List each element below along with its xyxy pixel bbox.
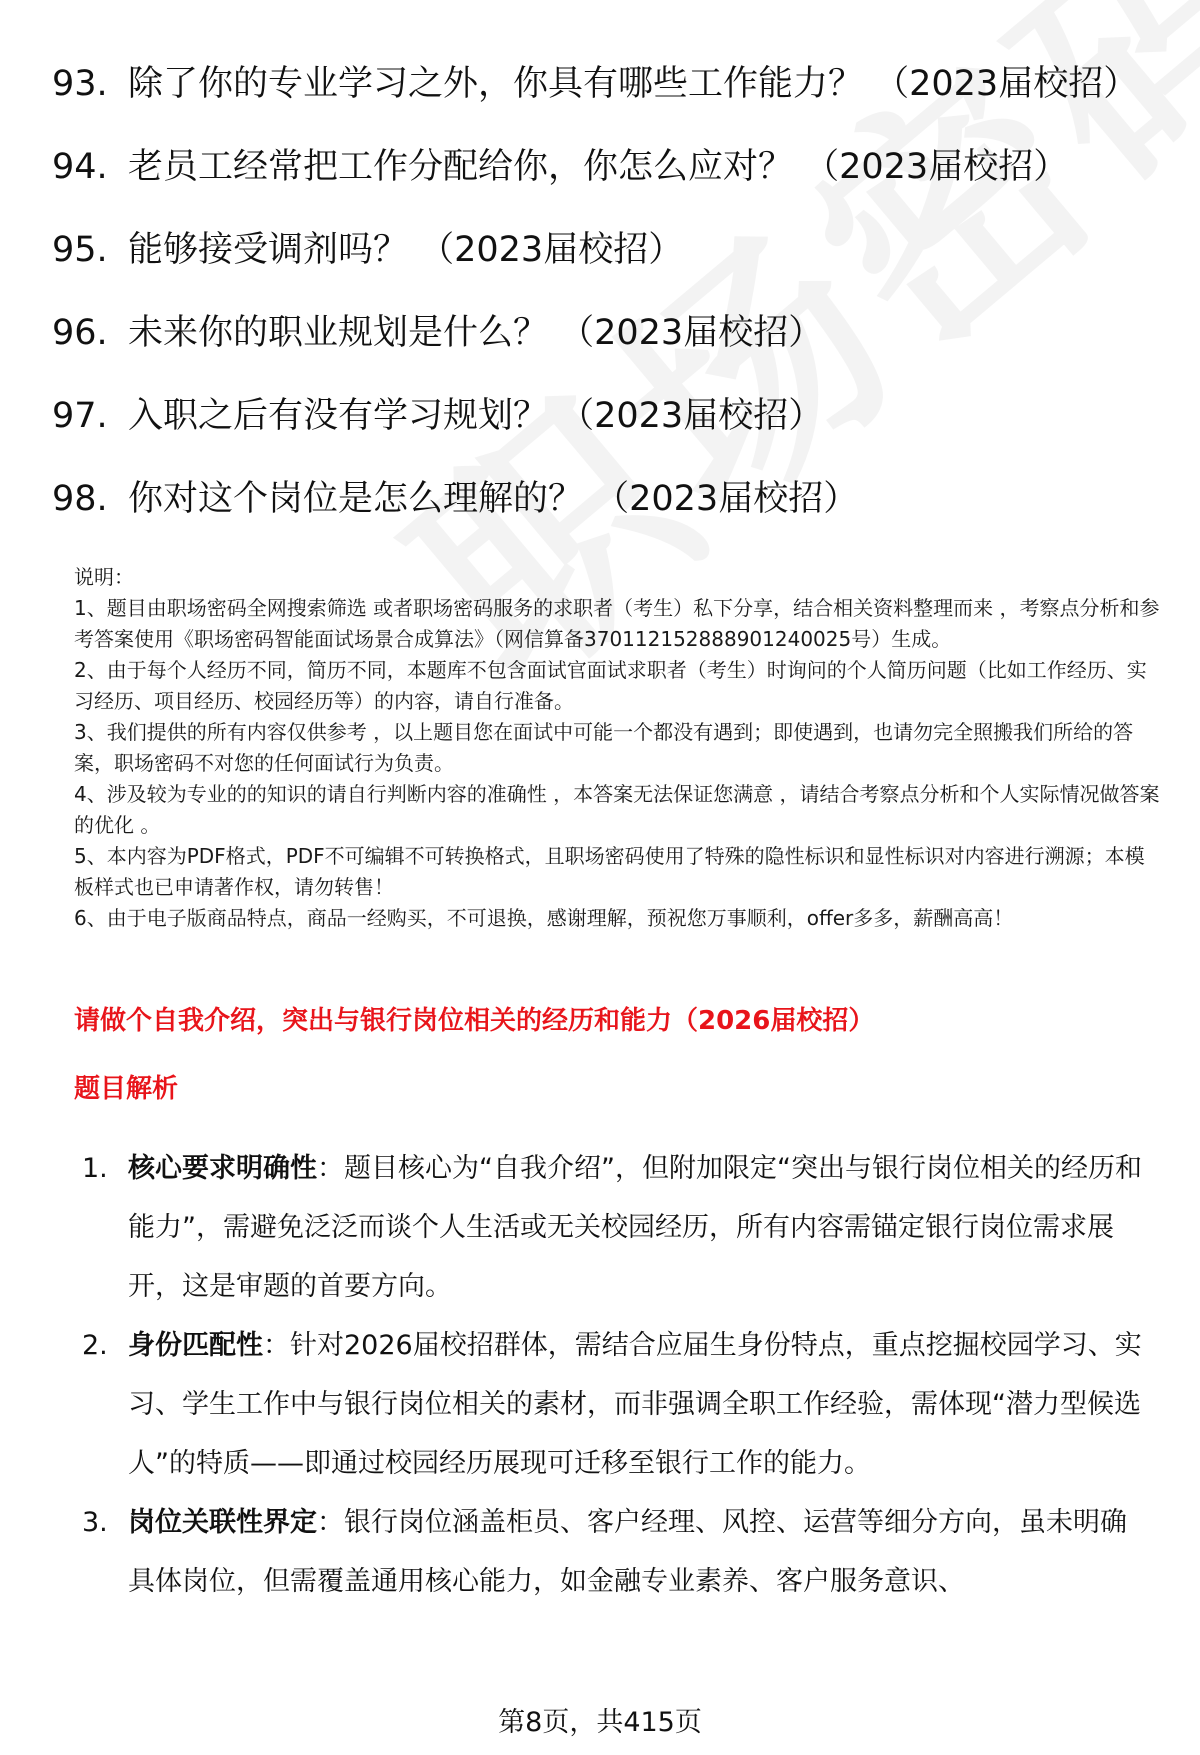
- list-item: [52, 384, 1182, 467]
- analysis-term: 核心要求明确性: [128, 1153, 317, 1184]
- note-item: 5、本内容为PDF格式，PDF不可编辑不可转换格式，且职场密码使用了特殊的隐性标识和显性标识对内容进行溯源；本模板样式也已申请著作权，请勿转售！: [74, 844, 1145, 899]
- analysis-body: [128, 1139, 1152, 1316]
- question-text: 除了你的专业学习之外，你具有哪些工作能力？ （2023届校招）: [128, 64, 1139, 104]
- notes-heading: 说明：: [74, 565, 134, 589]
- question-number: 97.: [52, 396, 108, 436]
- list-item: [52, 52, 1182, 135]
- list-item: [82, 1316, 1152, 1493]
- page-footer: 第8页，共415页: [498, 1707, 702, 1738]
- question-text: 入职之后有没有学习规划？ （2023届校招）: [128, 396, 824, 436]
- list-item: [52, 135, 1182, 218]
- analysis-text: ：银行岗位涵盖柜员、客户经理、风控、运营等细分方向，虽未明确具体岗位，但需覆盖通用核心能力，如金融专业素养、客户服务意识、: [128, 1507, 1127, 1597]
- list-item: [82, 1139, 1152, 1316]
- analysis-text: ：题目核心为“自我介绍”，但附加限定“突出与银行岗位相关的经历和能力”，需避免泛泛而谈个人生活或无关校园经历，所有内容需锚定银行岗位需求展开，这是审题的首要方向。: [128, 1153, 1142, 1302]
- list-item: [52, 218, 1182, 301]
- analysis-body: [128, 1316, 1152, 1493]
- question-number: 94.: [52, 147, 108, 187]
- analysis-number: 3.: [82, 1507, 108, 1538]
- analysis-term: 岗位关联性界定: [128, 1507, 317, 1538]
- question-text: 能够接受调剂吗？ （2023届校招）: [128, 230, 684, 270]
- note-item: 6、由于电子版商品特点，商品一经购买，不可退换，感谢理解，预祝您万事顺利，offer多多，薪酬高高！: [74, 906, 1014, 930]
- disclaimer-notes: [74, 562, 1160, 934]
- note-item: 2、由于每个人经历不同，简历不同，本题库不包含面试官面试求职者（考生）时询问的个人简历问题（比如工作经历、实习经历、项目经历、校园经历等）的内容，请自行准备。: [74, 658, 1147, 713]
- section-title: 请做个自我介绍，突出与银行岗位相关的经历和能力（2026届校招）: [74, 1006, 875, 1036]
- list-item: [52, 301, 1182, 384]
- question-number: 93.: [52, 64, 108, 104]
- note-item: 4、涉及较为专业的的知识的请自行判断内容的准确性 ，本答案无法保证您满意 ，请结合考察点分析和个人实际情况做答案的优化 。: [74, 782, 1160, 837]
- list-item: [52, 467, 1182, 550]
- analysis-term: 身份匹配性: [128, 1330, 263, 1361]
- section-subtitle: 题目解析: [74, 1074, 179, 1104]
- question-number: 95.: [52, 230, 108, 270]
- question-text: 你对这个岗位是怎么理解的？ （2023届校招）: [128, 479, 859, 519]
- analysis-text: ：针对2026届校招群体，需结合应届生身份特点，重点挖掘校园学习、实习、学生工作中与银行岗位相关的素材，而非强调全职工作经验，需体现“潜力型候选人”的特质——即通过校园经历展现可迁移至银行工作的能力。: [128, 1330, 1142, 1479]
- question-text: 未来你的职业规划是什么？ （2023届校招）: [128, 313, 824, 353]
- question-list: [52, 52, 1182, 550]
- question-text: 老员工经常把工作分配给你，你怎么应对？ （2023届校招）: [128, 147, 1069, 187]
- analysis-body: [128, 1493, 1152, 1611]
- analysis-number: 1.: [82, 1153, 108, 1184]
- note-item: 1、题目由职场密码全网搜索筛选 或者职场密码服务的求职者（考生）私下分享，结合相关资料整理而来 ，考察点分析和参考答案使用《职场密码智能面试场景合成算法》（网信算备370112152888901240025号）生成。: [74, 596, 1160, 651]
- question-number: 96.: [52, 313, 108, 353]
- list-item: [82, 1493, 1152, 1611]
- question-number: 98.: [52, 479, 108, 519]
- analysis-list: [82, 1139, 1152, 1611]
- note-item: 3、我们提供的所有内容仅供参考 ，以上题目您在面试中可能一个都没有遇到；即使遇到，也请勿完全照搬我们所给的答案，职场密码不对您的任何面试行为负责。: [74, 720, 1134, 775]
- analysis-number: 2.: [82, 1330, 108, 1361]
